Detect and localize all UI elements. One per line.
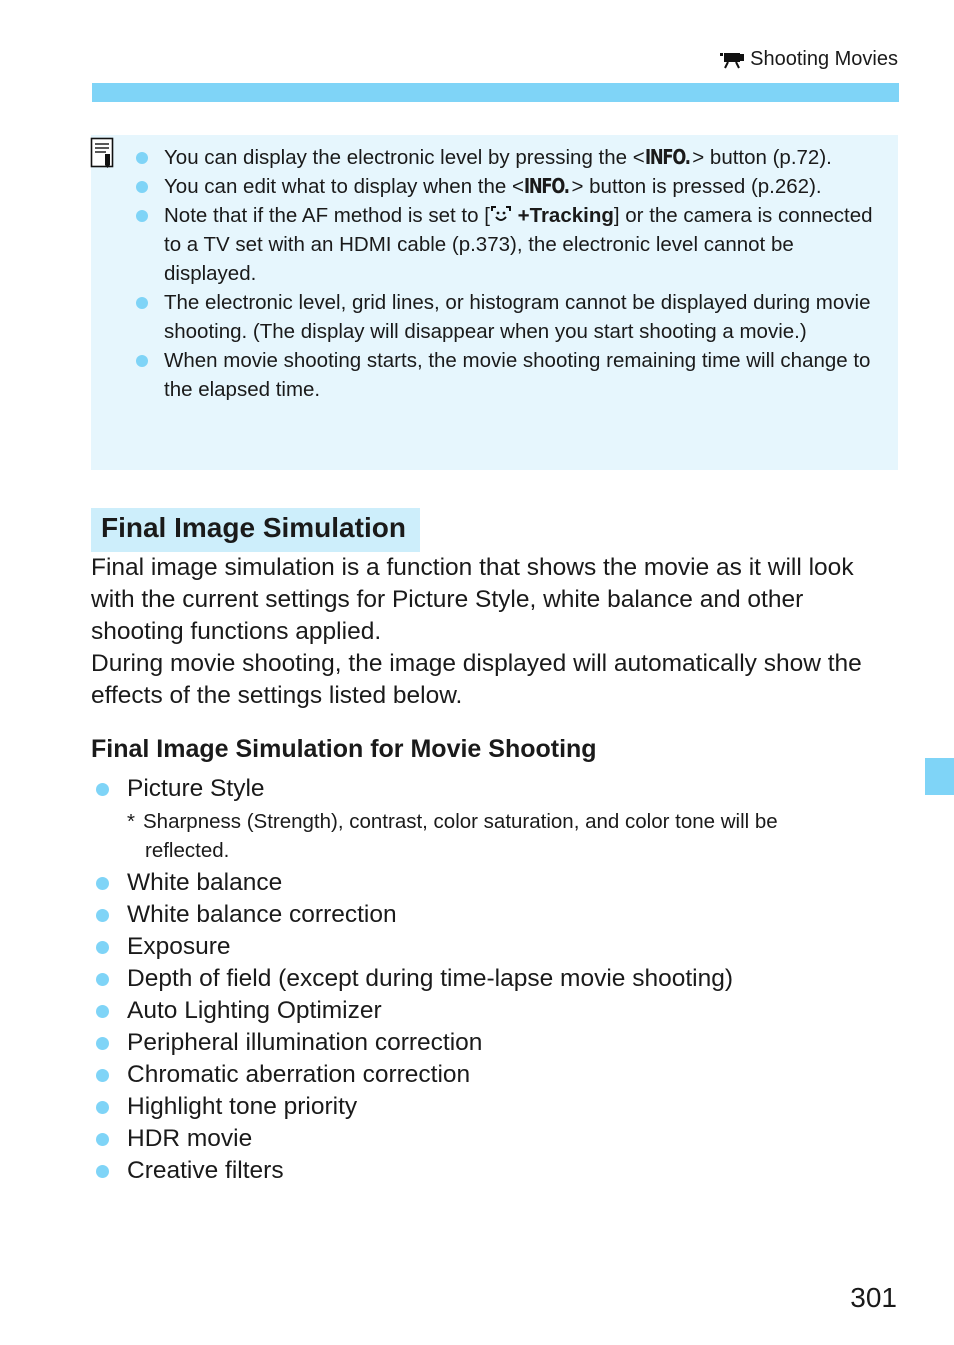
page-number: 301 [850, 1282, 897, 1313]
header-bar [92, 83, 899, 102]
section-body [91, 552, 899, 712]
list-item: Highlight tone priority [96, 1091, 847, 1123]
body-paragraph: During movie shooting, the image displayed will automatically show the effects of the settings listed below. [91, 650, 862, 709]
running-header [720, 48, 898, 71]
info-button-symbol: INFO. [523, 174, 569, 198]
list-item: Creative filters [96, 1155, 847, 1187]
header-section-title: Shooting Movies [750, 48, 898, 70]
list-item: Exposure [96, 931, 847, 963]
info-button-symbol: INFO. [644, 145, 690, 169]
memo-icon [90, 137, 116, 169]
list-item: Auto Lighting Optimizer [96, 995, 847, 1027]
note-item: You can edit what to display when the <INFO. > button is pressed (p.262). [136, 172, 886, 201]
list-item: HDR movie [96, 1123, 847, 1155]
list-item: Picture Style * Sharpness (Strength), contrast, color saturation, and color tone will be reflected. [96, 773, 847, 865]
note-item: You can display the electronic level by pressing the <INFO. > button (p.72). [136, 143, 886, 172]
list-item: White balance correction [96, 899, 847, 931]
simulated-settings-list [96, 773, 847, 1187]
note-list [136, 143, 886, 404]
note-item: When movie shooting starts, the movie shooting remaining time will change to the elapsed time. [136, 346, 886, 404]
subsection-title: Final Image Simulation for Movie Shooting [91, 735, 597, 763]
body-paragraph: Final image simulation is a function that shows the movie as it will look with the current settings for Picture Style, white balance and other shooting functions applied. [91, 554, 854, 645]
list-item: White balance [96, 867, 847, 899]
movie-camera-icon [720, 51, 744, 69]
note-item: The electronic level, grid lines, or histogram cannot be displayed during movie shooting. (The display will disappear when you start shooting a movie.) [136, 288, 886, 346]
chapter-tab [925, 758, 954, 795]
footnote: * Sharpness (Strength), contrast, color saturation, and color tone will be reflected. [127, 810, 778, 862]
section-title: Final Image Simulation [91, 508, 420, 552]
list-item: Chromatic aberration correction [96, 1059, 847, 1091]
list-item: Depth of field (except during time-lapse movie shooting) [96, 963, 847, 995]
list-item: Peripheral illumination correction [96, 1027, 847, 1059]
note-item: Note that if the AF method is set to [ +Tracking] or the camera is connected to a TV set with an HDMI cable (p.373), the electronic level cannot be displayed. [136, 201, 886, 288]
face-detection-icon [490, 204, 512, 224]
